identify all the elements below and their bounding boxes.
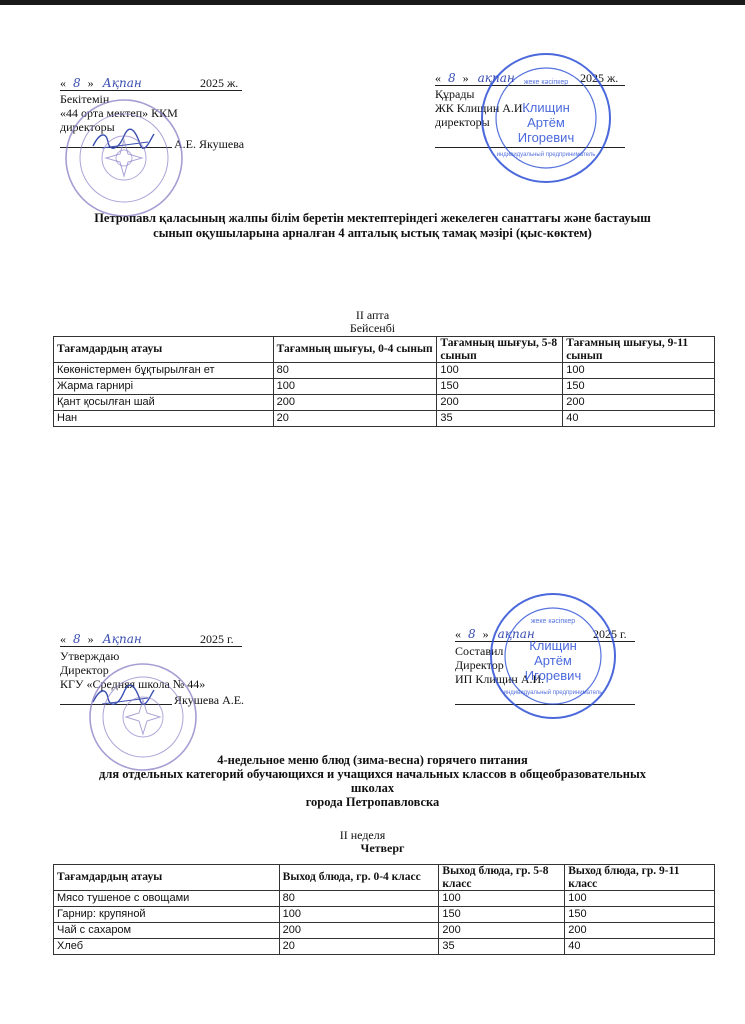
dish-name: Хлеб: [54, 939, 280, 955]
day-label-ru: Четверг: [360, 841, 405, 855]
dish-name: Жарма гарнирі: [54, 379, 274, 395]
date-underline: [60, 646, 242, 647]
portion-5-8: 100: [437, 363, 563, 379]
handwritten-day: 8: [448, 71, 456, 85]
portion-0-4: 20: [279, 939, 439, 955]
handwritten-month: ақпан: [497, 627, 535, 641]
date-line: « 8 » Ақпан: [60, 76, 142, 90]
year: 2025 ж.: [580, 71, 619, 85]
table-row: [54, 891, 715, 907]
portion-5-8: 150: [437, 379, 563, 395]
dish-name: Қант қосылған шай: [54, 395, 274, 411]
stamp-sub-line1: жеке кәсіпкер: [523, 79, 569, 86]
date-line: « 8 » Ақпан: [60, 632, 142, 646]
portion-5-8: 35: [439, 939, 565, 955]
year: 2025 ж.: [200, 76, 239, 90]
portion-9-11: 100: [563, 363, 715, 379]
composed-label: Құрады: [435, 87, 475, 101]
school-seal-stamp: [62, 96, 186, 220]
menu-title-kz-line2: сынып оқушыларына арналған 4 апталық ыстық тамақ мәзірі (қыс-көктем): [153, 226, 592, 240]
portion-9-11: 40: [563, 411, 715, 427]
approve-label: Утверждаю: [60, 649, 120, 663]
handwritten-month: ақпан: [477, 71, 515, 85]
director-label: Директор: [60, 663, 109, 677]
table-row: [54, 411, 715, 427]
handwritten-day: 8: [73, 76, 81, 90]
portion-5-8: 100: [439, 891, 565, 907]
menu-title-ru-line4: города Петропавловска: [305, 795, 440, 809]
dish-name: Мясо тушеное с овощами: [54, 891, 280, 907]
school-name: КГУ «Средняя школа № 44»: [60, 677, 206, 691]
stamp-name-line3: Игоревич: [524, 668, 582, 683]
column-header: Выход блюда, гр. 9-11 класс: [565, 865, 715, 891]
year: 2025 г.: [200, 632, 234, 646]
stamp-name-line3: Игоревич: [517, 130, 575, 145]
portion-0-4: 80: [279, 891, 439, 907]
portion-0-4: 100: [273, 379, 437, 395]
week-label-kz: II апта: [355, 308, 390, 322]
dish-name: Көкөністермен бұқтырылған ет: [54, 363, 274, 379]
table-row: [54, 395, 715, 411]
column-header: Тағамдардың атауы: [54, 337, 274, 363]
portion-0-4: 200: [279, 923, 439, 939]
column-header: Тағамның шығуы, 5-8 сынып: [437, 337, 563, 363]
portion-0-4: 80: [273, 363, 437, 379]
date-line: « 8 » ақпан: [455, 627, 535, 641]
day-label-kz: Бейсенбі: [349, 321, 396, 335]
dish-name: Нан: [54, 411, 274, 427]
entrepreneur-name: ЖК Клищин А.И.: [435, 101, 526, 115]
handwritten-month: Ақпан: [102, 76, 142, 90]
table-header-row: [54, 865, 715, 891]
portion-5-8: 35: [437, 411, 563, 427]
director-label: директоры: [60, 120, 115, 134]
handwritten-day: 8: [468, 627, 476, 641]
portion-9-11: 40: [565, 939, 715, 955]
column-header: Выход блюда, гр. 0-4 класс: [279, 865, 439, 891]
portion-0-4: 200: [273, 395, 437, 411]
menu-title-ru-line1: 4-недельное меню блюд (зима-весна) горячего питания: [217, 753, 528, 767]
portion-5-8: 200: [439, 923, 565, 939]
dish-name: Гарнир: крупяной: [54, 907, 280, 923]
column-header: Выход блюда, гр. 5-8 класс: [439, 865, 565, 891]
table-row: [54, 939, 715, 955]
stamp-name-line2: Артём: [534, 653, 572, 668]
stamp-name-line1: Клищин: [522, 100, 570, 115]
stamp-sub-line2: индивидуальный предприниматель: [503, 690, 603, 696]
menu-table-ru: [53, 864, 715, 955]
portion-5-8: 200: [437, 395, 563, 411]
dish-name: Чай с сахаром: [54, 923, 280, 939]
stamp-sub-line1: жеке кәсіпкер: [530, 618, 576, 625]
composed-label: Составил: [455, 644, 504, 658]
menu-title-kz-line1: Петропавл қаласының жалпы білім беретін мектептеріндегі жекелеген санаттағы және бастауыш: [94, 211, 651, 225]
approve-label: Бекітемін: [60, 92, 110, 106]
column-header: Тағамның шығуы, 0-4 сынып: [273, 337, 437, 363]
entrepreneur-seal-stamp: [478, 50, 614, 186]
handwritten-day: 8: [73, 632, 81, 646]
portion-9-11: 150: [563, 379, 715, 395]
menu-title-ru-line3: школах: [350, 781, 395, 795]
entrepreneur-name: ИП Клищин А.И.: [455, 672, 545, 686]
portion-9-11: 100: [565, 891, 715, 907]
portion-9-11: 150: [565, 907, 715, 923]
table-row: [54, 379, 715, 395]
date-underline: [60, 90, 242, 91]
date-line: « 8 » ақпан: [435, 71, 515, 85]
portion-9-11: 200: [565, 923, 715, 939]
table-header-row: [54, 337, 715, 363]
table-row: [54, 923, 715, 939]
stamp-sub-line2: индивидуальный предприниматель: [496, 152, 596, 158]
menu-title-ru-line2: для отдельных категорий обучающихся и учащихся начальных классов в общеобразовательных: [99, 767, 646, 781]
signer-name: Якушева А.Е.: [174, 693, 245, 707]
scan-top-edge: [0, 0, 745, 5]
stamp-name-line2: Артём: [527, 115, 565, 130]
portion-9-11: 200: [563, 395, 715, 411]
portion-0-4: 20: [273, 411, 437, 427]
column-header: Тағамның шығуы, 9-11 сынып: [563, 337, 715, 363]
signer-name: А.Е. Якушева: [174, 137, 245, 151]
entrepreneur-seal-stamp: [487, 590, 619, 722]
table-row: [54, 907, 715, 923]
column-header: Тағамдардың атауы: [54, 865, 280, 891]
director-label: директоры: [435, 115, 490, 129]
menu-table-kz: [53, 336, 715, 427]
table-row: [54, 363, 715, 379]
director-label: Директор: [455, 658, 504, 672]
stamp-name-line1: Клищин: [529, 638, 577, 653]
week-label-ru: II неделя: [339, 828, 386, 842]
year: 2025 г.: [593, 627, 627, 641]
school-name: «44 орта мектеп» ККМ: [60, 106, 178, 120]
portion-5-8: 150: [439, 907, 565, 923]
portion-0-4: 100: [279, 907, 439, 923]
handwritten-month: Ақпан: [102, 632, 142, 646]
